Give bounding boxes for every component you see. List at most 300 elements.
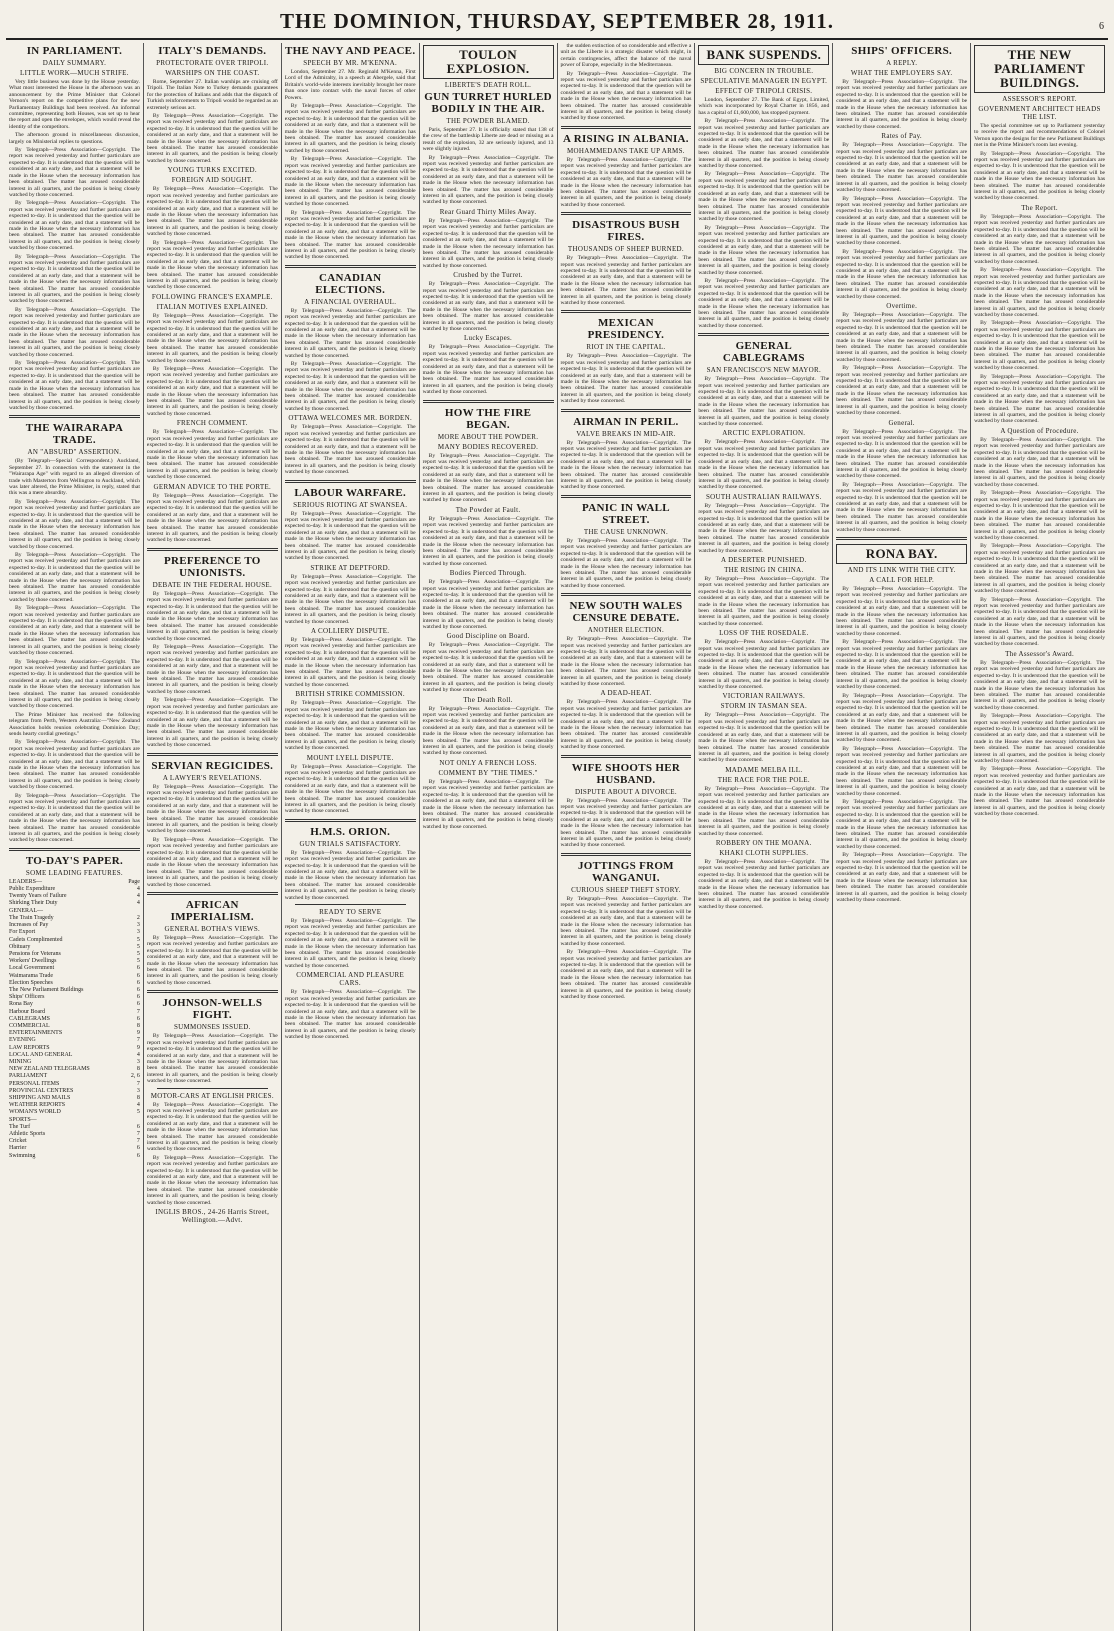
subhead: Lucky Escapes. <box>463 334 513 343</box>
contents-title: GENERAL— <box>9 907 43 914</box>
article-paragraph: By Telegraph—Press Association—Copyright. The report was received yesterday and further particulars are expected to-day. It is understood that the question will be considered at an early date, and that a statement will be made in the House when the necessary information has been obtained. The matter has aroused considerable interest in all quarters, and the position is being closely watched by those concerned. <box>9 200 140 252</box>
article-paragraph: By Telegraph—Press Association—Copyright. The report was received yesterday and further particulars are expected to-day. It is understood that the question will be considered at an early date, and that a statement will be made in the House when the necessary information has been obtained. The matter has aroused considerable interest in all quarters, and the position is being closely watched by those concerned. <box>284 156 416 208</box>
contents-page: 6 <box>136 1001 140 1008</box>
article-paragraph: By Telegraph—Press Association—Copyright. The report was received yesterday and further particulars are expected to-day. It is understood that the question will be considered at an early date, and that a statement will be made in the House when the necessary information has been obtained. The matter has aroused considerable interest in all quarters, and the position is being closely watched by those concerned. <box>974 373 1105 425</box>
contents-row <box>9 1073 140 1080</box>
article-paragraph: By Telegraph—Press Association—Copyright. The report was received yesterday and further particulars are expected to-day. It is understood that the question will be considered at an early date, and that a statement will be made in the House when the necessary information has been obtained. The matter has aroused considerable interest in all quarters, and the position is being closely watched by those concerned. <box>974 320 1105 372</box>
article-paragraph: By Telegraph—Press Association—Copyright. The report was received yesterday and further particulars are expected to-day. It is understood that the question will be considered at an early date, and that a statement will be made in the House when the necessary information has been obtained. The matter has aroused considerable interest in all quarters, and the position is being closely watched by those concerned. <box>836 195 968 247</box>
article-paragraph: By Telegraph—Press Association—Copyright. The report was received yesterday and further particulars are expected to-day. It is understood that the question will be considered at an early date, and that a statement will be made in the House when the necessary information has been obtained. The matter has aroused considerable interest in all quarters, and the position is being closely watched by those concerned. <box>560 699 692 751</box>
advertisement-text: By Telegraph—Press Association—Copyright. The report was received yesterday and further particulars are expected to-day. It is understood that the question will be considered at an early date, and that a statement will be made in the House when the necessary information has been obtained. The matter has aroused considerable interest in all quarters, and the position is being closely watched by those concerned. <box>284 989 416 1041</box>
article-paragraph: By Telegraph—Press Association—Copyright. The report was received yesterday and further particulars are expected to-day. It is understood that the question will be considered at an early date, and that a statement will be made in the House when the necessary information has been obtained. The matter has aroused considerable interest in all quarters, and the position is being closely watched by those concerned. <box>284 307 416 359</box>
subhead: The Report. <box>1021 203 1058 212</box>
contents-title: WEATHER REPORTS <box>9 1102 66 1109</box>
article-paragraph: By Telegraph—Press Association—Copyright. The report was received yesterday and further particulars are expected to-day. It is understood that the question will be considered at an early date, and that a statement will be made in the House when the necessary information has been obtained. The matter has aroused considerable interest in all quarters, and the position is being closely watched by those concerned. <box>836 365 968 417</box>
article-paragraph: By Telegraph—Press Association—Copyright. The report was received yesterday and further particulars are expected to-day. It is understood that the question will be considered at an early date, and that a statement will be made in the House when the necessary information has been obtained. The matter has aroused considerable interest in all quarters, and the position is being closely watched by those concerned. <box>560 255 692 306</box>
contents-title: For Export <box>9 929 36 936</box>
contents-title: Athletic Sports <box>9 1130 46 1137</box>
headline-african-imperialism: AFRICAN IMPERIALISM. <box>170 899 254 924</box>
article-paragraph: By Telegraph—Press Association—Copyright. The report was received yesterday and further particulars are expected to-day. It is understood that the question will be considered at an early date, and that a statement will be made in the House when the necessary information has been obtained. The matter has aroused considerable interest in all quarters, and the position is being closely watched by those concerned. <box>9 739 140 791</box>
subhead: A LAWYER'S REVELATIONS. <box>162 773 262 782</box>
subhead: ANOTHER ELECTION. <box>587 626 665 635</box>
divider <box>285 819 416 822</box>
subhead: PROTECTORATE OVER TRIPOLI. <box>156 59 269 67</box>
subhead: WARSHIPS ON THE COAST. <box>165 69 260 77</box>
article-paragraph: By Telegraph—Press Association—Copyright. The report was received yesterday and further particulars are expected to-day. It is understood that the question will be considered at an early date, and that a statement will be made in the House when the necessary information has been obtained. The matter has aroused considerable interest in all quarters, and the position is being closely watched by those concerned. <box>836 481 968 533</box>
article-paragraph: By Telegraph—Press Association—Copyright. The report was received yesterday and further particulars are expected to-day. It is understood that the question will be considered at an early date, and that a statement will be made in the House when the necessary information has been obtained. The matter has aroused considerable interest in all quarters, and the position is being closely watched by those concerned. <box>422 217 554 269</box>
contents-title: WOMAN'S WORLD <box>9 1109 61 1116</box>
subhead: A DESERTER PUNISHED. <box>721 555 807 564</box>
divider <box>285 265 416 268</box>
contents-row <box>9 908 140 915</box>
column-4 <box>420 43 558 1631</box>
headline-bush-fires: DISASTROUS BUSH FIRES. <box>572 219 680 244</box>
article-paragraph: By Telegraph—Press Association—Copyright. The report was received yesterday and further particulars are expected to-day. It is understood that the question will be considered at an early date, and that a statement will be made in the House when the necessary information has been obtained. The matter has aroused considerable interest in all quarters, and the position is being closely watched by those concerned. <box>974 766 1105 818</box>
contents-title: NEW ZEALAND TELEGRAMS <box>9 1066 90 1073</box>
divider <box>423 400 554 403</box>
article-paragraph: By Telegraph—Press Association—Copyright. The report was received yesterday and further particulars are expected to-day. It is understood that the question will be considered at an early date, and that a statement will be made in the House when the necessary information has been obtained. The matter has aroused considerable interest in all quarters, and the position is being closely watched by those concerned. <box>146 783 278 835</box>
article-paragraph: By Telegraph—Press Association—Copyright. The report was received yesterday and further particulars are expected to-day. It is understood that the question will be considered at an early date, and that a statement will be made in the House when the necessary information has been obtained. The matter has aroused considerable interest in all quarters, and the position is being closely watched by those concerned. <box>560 797 692 849</box>
headline-todays-paper: TO-DAY'S PAPER. <box>25 854 124 867</box>
contents-row <box>9 973 140 980</box>
contents-row <box>9 915 140 922</box>
contents-title: ENTERTAINMENTS <box>9 1030 63 1037</box>
contents-page: 8 <box>136 1094 140 1101</box>
divider <box>147 892 278 895</box>
subhead: MOHAMMEDANS TAKE UP ARMS. <box>567 146 685 155</box>
headline-labour-warfare: LABOUR WARFARE. <box>294 486 407 499</box>
article-paragraph: By Telegraph—Press Association—Copyright. The report was received yesterday and further particulars are expected to-day. It is understood that the question will be considered at an early date, and that a statement will be made in the House when the necessary information has been obtained. The matter has aroused considerable interest in all quarters, and the position is being closely watched by those concerned. <box>284 849 416 901</box>
contents-row <box>9 1081 140 1088</box>
contents-row <box>9 994 140 1001</box>
contents-title: Shirking Their Duty <box>9 900 58 907</box>
divider <box>561 409 692 412</box>
contents-page: 6 <box>136 965 140 972</box>
contents-title: COMMERCIAL <box>9 1022 50 1029</box>
subhead: SOUTH AUSTRALIAN RAILWAYS. <box>705 492 822 501</box>
article-paragraph: By Telegraph—Press Association—Copyright. The report was received yesterday and further particulars are expected to-day. It is understood that the question will be considered at an early date, and that a statement will be made in the House when the necessary information has been obtained. The matter has aroused considerable interest in all quarters, and the position is being closely watched by those concerned. <box>836 745 968 797</box>
contents-page: 2, 6 <box>130 1073 140 1080</box>
contents-page: 8 <box>136 1066 140 1073</box>
contents-row <box>9 1153 140 1160</box>
contents-row <box>9 1095 140 1102</box>
subhead: A DEAD-HEAT. <box>600 689 652 698</box>
contents-row <box>9 1001 140 1008</box>
headline-bank-suspends: BANK SUSPENDS. <box>698 45 829 65</box>
article-paragraph: By Telegraph—Press Association—Copyright. The report was received yesterday and further particulars are expected to-day. It is understood that the question will be considered at an early date, and that a statement will be made in the House when the necessary information has been obtained. The matter has aroused considerable interest in all quarters, and the position is being closely watched by those concerned. <box>422 281 554 332</box>
contents-row <box>9 879 140 886</box>
headline-mexican-presidency: MEXICAN PRESIDENCY. <box>587 317 665 342</box>
headline-gun-turret: GUN TURRET HURLED BODILY IN THE AIR. <box>424 91 552 115</box>
contents-row <box>9 1102 140 1109</box>
contents-page: 4 <box>136 1102 140 1109</box>
subhead: ASSESSOR'S REPORT. <box>1002 95 1077 103</box>
subhead: A FINANCIAL OVERHAUL. <box>304 297 397 306</box>
contents-title: Twenty Years of Failure <box>9 893 67 900</box>
subhead: SAN FRANCISCO'S NEW MAYOR. <box>706 366 822 375</box>
subhead: LOSS OF THE ROSEDALE. <box>719 629 809 638</box>
article-paragraph: By Telegraph—Press Association—Copyright. The report was received yesterday and further particulars are expected to-day. It is understood that the question will be considered at an early date, and that a statement will be made in the House when the necessary information has been obtained. The matter has aroused considerable interest in all quarters, and the position is being closely watched by those concerned. <box>9 306 140 358</box>
contents-title: EVENING <box>9 1037 36 1044</box>
article-paragraph: London, September 27. The Bank of Egypt, Limited, which was incorporated by Royal Charter in 1856, and has a capital of £1,600,000, has stopped payment. <box>698 97 830 116</box>
contents-row <box>9 1023 140 1030</box>
headline-italys-demands: ITALY'S DEMANDS. <box>158 45 267 57</box>
article-paragraph: By Telegraph—Press Association—Copyright. The report was received yesterday and further particulars are expected to-day. It is understood that the question will be considered at an early date, and that a statement will be made in the House when the necessary information has been obtained. The matter has aroused considerable interest in all quarters, and the position is being closely watched by those concerned. <box>836 639 968 691</box>
contents-page: 6 <box>136 1152 140 1159</box>
contents-title: PROVINCIAL CENTRES <box>9 1087 74 1094</box>
contents-page: 4 <box>136 900 140 907</box>
article-paragraph: The afternoon ground in miscellaneous discussion, largely on Ministerial replies to questions. <box>9 132 140 145</box>
contents-page: 4 <box>136 893 140 900</box>
article-paragraph: By Telegraph—Press Association—Copyright. The report was received yesterday and further particulars are expected to-day. It is understood that the question will be considered at an early date, and that a statement will be made in the House when the necessary information has been obtained. The matter has aroused considerable interest in all quarters, and the position is being closely watched by those concerned. <box>284 510 416 562</box>
contents-row <box>9 922 140 929</box>
contents-title: The Train Tragedy <box>9 914 54 921</box>
article-paragraph: By Telegraph—Press Association—Copyright. The report was received yesterday and further particulars are expected to-day. It is understood that the question will be considered at an early date, and that a statement will be made in the House when the necessary information has been obtained. The matter has aroused considerable interest in all quarters, and the position is being closely watched by those concerned. <box>9 253 140 305</box>
contents-page: 6 <box>136 1015 140 1022</box>
subhead: Bodies Pierced Through. <box>449 569 527 578</box>
headline-general-cablegrams: GENERAL CABLEGRAMS <box>722 340 805 365</box>
masthead <box>6 4 1108 40</box>
contents-row <box>9 1037 140 1044</box>
contents-row <box>9 958 140 965</box>
columns <box>6 43 1108 1631</box>
divider <box>9 415 140 418</box>
article-paragraph: By Telegraph—Press Association—Copyright. The report was received yesterday and further particulars are expected to-day. It is understood that the question will be considered at an early date, and that a statement will be made in the House when the necessary information has been obtained. The matter has aroused considerable interest in all quarters, and the position is being closely watched by those concerned. <box>146 366 278 417</box>
article-paragraph: Paris, September 27. It is officially stated that 138 of the crew of the battleship Liberte are dead or missing as a result of the explosion, 32 are seriously injured, and 13 were slightly injured. <box>422 127 554 153</box>
headline-rona-bay: RONA BAY. <box>836 544 967 564</box>
subhead: Rates of Pay. <box>881 132 922 141</box>
contents-title: Increases of Pay <box>9 922 49 929</box>
subhead: General. <box>888 418 915 427</box>
article-paragraph: By Telegraph—Press Association—Copyright. The report was received yesterday and further particulars are expected to-day. It is understood that the question will be considered at an early date, and that a statement will be made in the House when the necessary information has been obtained. The matter has aroused considerable interest in all quarters, and the position is being closely watched by those concerned. <box>146 836 278 888</box>
contents-page: 5 <box>136 943 140 950</box>
contents-page: 7 <box>136 1130 140 1137</box>
column-1 <box>6 43 144 1631</box>
contents-page: 5 <box>136 936 140 943</box>
article-paragraph: By Telegraph—Press Association—Copyright. The report was received yesterday and further particulars are expected to-day. It is understood that the question will be considered at an early date, and that a statement will be made in the House when the necessary information has been obtained. The matter has aroused considerable interest in all quarters, and the position is being closely watched by those concerned. <box>698 712 830 764</box>
article-paragraph: By Telegraph—Press Association—Copyright. The report was received yesterday and further particulars are expected to-day. It is understood that the question will be considered at an early date, and that a statement will be made in the House when the necessary information has been obtained. The matter has aroused considerable interest in all quarters, and the position is being closely watched by those concerned. <box>9 147 140 198</box>
subhead: COMMENT BY "THE TIMES." <box>438 768 538 777</box>
subhead: NOT ONLY A FRENCH LOSS. <box>439 758 537 767</box>
subhead: The Powder at Fault. <box>455 505 521 514</box>
masthead-title: THE DOMINION, THURSDAY, SEPTEMBER 28, 1911. <box>280 9 834 33</box>
contents-title: Waimarama Trade <box>9 972 54 979</box>
subhead: SERIOUS RIOTING AT SWANSEA. <box>293 500 408 509</box>
subhead: GOVERNMENT ARCHITECT HEADS THE LIST. <box>978 105 1101 121</box>
subhead: SPEECH BY MR. M'KENNA. <box>303 59 398 67</box>
divider <box>295 904 406 905</box>
contents-row <box>9 1124 140 1131</box>
contents-row <box>9 1052 140 1059</box>
headline-ships-officers: SHIPS' OFFICERS. <box>851 45 953 57</box>
article-paragraph: By Telegraph—Press Association—Copyright. The report was received yesterday and further particulars are expected to-day. It is understood that the question will be considered at an early date, and that a statement will be made in the House when the necessary information has been obtained. The matter has aroused considerable interest in all quarters, and the position is being closely watched by those concerned. <box>422 579 554 630</box>
subhead: THE POWDER BLAMED. <box>446 117 530 125</box>
contents-row <box>9 944 140 951</box>
advertisement-heading: COMMERCIAL AND PLEASURE CARS. <box>296 971 405 988</box>
subhead: Overtime. <box>886 302 918 310</box>
advertisement-heading: MOTOR-CARS AT ENGLISH PRICES. <box>150 1091 274 1100</box>
contents-title: Rona Bay <box>9 1001 33 1008</box>
subhead: VICTORIAN RAILWAYS. <box>722 692 806 701</box>
subhead: LITTLE WORK—MUCH STRIFE. <box>20 69 129 77</box>
contents-row <box>9 893 140 900</box>
subhead: Good Discipline on Board. <box>446 632 530 641</box>
article-paragraph: By Telegraph—Press Association—Copyright. The report was received yesterday and further particulars are expected to-day. It is understood that the question will be considered at an early date, and that a statement will be made in the House when the necessary information has been obtained. The matter has aroused considerable interest in all quarters, and the position is being closely watched by those concerned. <box>422 154 554 206</box>
contents-page: 6 <box>136 994 140 1001</box>
subhead: BRITISH STRIKE COMMISSION. <box>295 690 405 699</box>
contents-title: LOCAL AND GENERAL <box>9 1051 73 1058</box>
divider <box>561 593 692 596</box>
column-6 <box>695 43 833 1631</box>
contents-title: Pensions for Veterans <box>9 950 61 957</box>
contents-title: Cadets Complimented <box>9 936 63 943</box>
contents-page: 2 <box>136 914 140 921</box>
article-paragraph: By Telegraph—Press Association—Copyright. The report was received yesterday and further particulars are expected to-day. It is understood that the question will be considered at an early date, and that a statement will be made in the House when the necessary information has been obtained. The matter has aroused considerable interest in all quarters, and the position is being closely watched by those concerned. <box>422 642 554 694</box>
contents-title: Cricket <box>9 1138 27 1145</box>
article-paragraph: By Telegraph—Press Association—Copyright. The report was received yesterday and further particulars are expected to-day. It is understood that the question will be considered at an early date, and that a statement will be made in the House when the necessary information has been obtained. The matter has aroused considerable interest in all quarters, and the position is being closely watched by those concerned. <box>9 792 140 844</box>
contents-page: 3 <box>136 929 140 936</box>
headline-navy-peace: THE NAVY AND PEACE. <box>284 45 416 57</box>
headline-wife-shoots: WIFE SHOOTS HER HUSBAND. <box>571 761 681 786</box>
subhead: SUMMONSES ISSUED. <box>173 1023 251 1032</box>
article-paragraph: By Telegraph—Press Association—Copyright. The report was received yesterday and further particulars are expected to-day. It is understood that the question will be considered at an early date, and that a statement will be made in the House when the necessary information has been obtained. The matter has aroused considerable interest in all quarters, and the position is being closely watched by those concerned. <box>836 142 968 194</box>
subhead: ITALIAN MOTIVES EXPLAINED. <box>156 302 268 311</box>
contents-row <box>9 965 140 972</box>
contents-title: Public Expenditure <box>9 886 56 893</box>
article-paragraph: By Telegraph—Press Association—Copyright. The report was received yesterday and further particulars are expected to-day. It is understood that the question will be considered at an early date, and that a statement will be made in the House when the necessary information has been obtained. The matter has aroused considerable interest in all quarters, and the position is being closely watched by those concerned. <box>698 171 830 223</box>
subhead: ROBBERY ON THE MOANA. <box>715 838 812 847</box>
contents-page: 6 <box>136 979 140 986</box>
article-paragraph: By Telegraph—Press Association—Copyright. The report was received yesterday and further particulars are expected to-day. It is understood that the question will be considered at an early date, and that a statement will be made in the House when the necessary information has been obtained. The matter has aroused considerable interest in all quarters, and the position is being closely watched by those concerned. <box>146 590 278 642</box>
contents-row <box>9 900 140 907</box>
article-paragraph: By Telegraph—Press Association—Copyright. The report was received yesterday and further particulars are expected to-day. It is understood that the question will be considered at an early date, and that a statement will be made in the House when the necessary information has been obtained. The matter has aroused considerable interest in all quarters, and the position is being closely watched by those concerned. <box>560 156 692 208</box>
contents-row <box>9 937 140 944</box>
article-paragraph: The special committee set up to Parliament yesterday to receive the report and recommendations of Colonel Vernon upon the designs for the new Parliament Buildings met in the Prime Minister's room last evening. <box>974 123 1105 149</box>
advertisement-heading: READY TO SERVE <box>319 908 382 917</box>
contents-title: LEADERS— <box>9 878 42 885</box>
headline-wall-street: PANIC IN WALL STREET. <box>582 501 670 526</box>
advertisement-text: By Telegraph—Press Association—Copyright. The report was received yesterday and further particulars are expected to-day. It is understood that the question will be considered at an early date, and that a statement will be made in the House when the necessary information has been obtained. The matter has aroused considerable interest in all quarters, and the position is being closely watched by those concerned. <box>146 1101 278 1153</box>
contents-page: 7 <box>136 1037 140 1044</box>
subhead: MOUNT LYELL DISPUTE. <box>306 753 394 762</box>
headline-hms-orion: H.M.S. ORION. <box>310 825 391 838</box>
divider <box>147 548 278 551</box>
subhead: STRIKE AT DEPTFORD. <box>310 563 391 572</box>
contents-title: LAW REPORTS <box>9 1044 50 1051</box>
contents-title: Workers' Dwellings <box>9 958 57 965</box>
contents-title: SHIPPING AND MAILS <box>9 1094 71 1101</box>
contents-title: Local Government <box>9 965 55 972</box>
article-paragraph: By Telegraph—Press Association—Copyright. The report was received yesterday and further particulars are expected to-day. It is understood that the question will be considered at an early date, and that a statement will be made in the House when the necessary information has been obtained. The matter has aroused considerable interest in all quarters, and the position is being closely watched by those concerned. <box>284 763 416 815</box>
article-paragraph: By Telegraph—Press Association—Copyright. The report was received yesterday and further particulars are expected to-day. It is understood that the question will be considered at an early date, and that a statement will be made in the House when the necessary information has been obtained. The matter has aroused considerable interest in all quarters, and the position is being closely watched by those concerned. <box>698 639 830 691</box>
headline-parliament-buildings: THE NEW PARLIAMENT BUILDINGS. <box>974 45 1105 93</box>
contents-page: 3 <box>136 922 140 929</box>
article-paragraph: By Telegraph—Press Association—Copyright. The report was received yesterday and further particulars are expected to-day. It is understood that the question will be considered at an early date, and that a statement will be made in the House when the necessary information has been obtained. The matter has aroused considerable interest in all quarters, and the position is being closely watched by those concerned. <box>560 70 692 122</box>
advertisement-text: By Telegraph—Press Association—Copyright. The report was received yesterday and further particulars are expected to-day. It is understood that the question will be considered at an early date, and that a statement will be made in the House when the necessary information has been obtained. The matter has aroused considerable interest in all quarters, and the position is being closely watched by those concerned. <box>284 918 416 969</box>
subhead: GENERAL BOTHA'S VIEWS. <box>164 925 261 934</box>
subhead: EFFECT OF TRIPOLI CRISIS. <box>715 87 813 95</box>
divider <box>561 310 692 313</box>
divider <box>285 480 416 483</box>
subhead: MANY BODIES RECOVERED. <box>437 442 539 451</box>
article-paragraph: By Telegraph—Press Association—Copyright. The report was received yesterday and further particulars are expected to-day. It is understood that the question will be considered at an early date, and that a statement will be made in the House when the necessary information has been obtained. The matter has aroused considerable interest in all quarters, and the position is being closely watched by those concerned. <box>9 605 140 657</box>
article-paragraph: By Telegraph—Press Association—Copyright. The report was received yesterday and further particulars are expected to-day. It is understood that the question will be considered at an early date, and that a statement will be made in the House when the necessary information has been obtained. The matter has aroused considerable interest in all quarters, and the position is being closely watched by those concerned. <box>698 785 830 837</box>
contents-row <box>9 1045 140 1052</box>
article-paragraph: By Telegraph—Press Association—Copyright. The report was received yesterday and further particulars are expected to-day. It is understood that the question will be considered at an early date, and that a statement will be made in the House when the necessary information has been obtained. The matter has aroused considerable interest in all quarters, and the position is being closely watched by those concerned. <box>146 312 278 364</box>
headline-wanganui: JOTTINGS FROM WANGANUI. <box>577 859 674 884</box>
headline-servian-regicides: SERVIAN REGICIDES. <box>151 759 274 772</box>
subhead: AN "ABSURD" ASSERTION. <box>27 448 122 457</box>
article-paragraph: By Telegraph—Press Association—Copyright. The report was received yesterday and further particulars are expected to-day. It is understood that the question will be considered at an early date, and that a statement will be made in the House when the necessary information has been obtained. The matter has aroused considerable interest in all quarters, and the position is being closely watched by those concerned. <box>974 436 1105 488</box>
contents-title: Election Speeches <box>9 979 53 986</box>
article-paragraph: The Prime Minister has received the following telegram from Perth, Western Australia:—"New Zealand Association holds reunion celebrating Dominion Day; sends hearty cordial greetings." <box>9 711 140 737</box>
contents-row <box>9 1088 140 1095</box>
subhead: WHAT THE EMPLOYERS SAY. <box>850 69 953 77</box>
contents-page: 5 <box>136 950 140 957</box>
subhead: A REPLY. <box>886 59 918 67</box>
divider <box>561 212 692 215</box>
subhead: MADAME MELBA ILL. <box>725 765 803 774</box>
divider <box>9 848 140 851</box>
contents-title: Ships' Officers <box>9 994 45 1001</box>
subhead: OTTAWA WELCOMES MR. BORDEN. <box>288 414 413 423</box>
article-paragraph: By Telegraph—Press Association—Copyright. The report was received yesterday and further particulars are expected to-day. It is understood that the question will be considered at an early date, and that a statement will be made in the House when the necessary information has been obtained. The matter has aroused considerable interest in all quarters, and the position is being closely watched by those concerned. <box>836 692 968 744</box>
article-paragraph: By Telegraph—Press Association—Copyright. The report was received yesterday and further particulars are expected to-day. It is understood that the question will be considered at an early date, and that a statement will be made in the House when the necessary information has been obtained. The matter has aroused considerable interest in all quarters, and the position is being closely watched by those concerned. <box>560 439 692 491</box>
headline-albania: A RISING IN ALBANIA. <box>563 132 689 145</box>
contents-page: 7 <box>136 1080 140 1087</box>
article-paragraph: By Telegraph—Press Association—Copyright. The report was received yesterday and further particulars are expected to-day. It is understood that the question will be considered at an early date, and that a statement will be made in the House when the necessary information has been obtained. The matter has aroused considerable interest in all quarters, and the position is being closely watched by those concerned. <box>560 895 692 947</box>
contents-row <box>9 1066 140 1073</box>
contents-page: 4 <box>136 1051 140 1058</box>
article-paragraph: By Telegraph—Press Association—Copyright. The report was received yesterday and further particulars are expected to-day. It is understood that the question will be considered at an early date, and that a statement will be made in the House when the necessary information has been obtained. The matter has aroused considerable interest in all quarters, and the position is being closely watched by those concerned. <box>974 543 1105 595</box>
contents-page: 5 <box>136 958 140 965</box>
article-paragraph: By Telegraph—Press Association—Copyright. The report was received yesterday and further particulars are expected to-day. It is understood that the question will be considered at an early date, and that a statement will be made in the House when the necessary information has been obtained. The matter has aroused considerable interest in all quarters, and the position is being closely watched by those concerned. <box>9 498 140 550</box>
headline-nsw-censure: NEW SOUTH WALES CENSURE DEBATE. <box>569 600 683 625</box>
subhead: A Question of Procedure. <box>1000 426 1079 435</box>
article-paragraph: By Telegraph—Press Association—Copyright. The report was received yesterday and further particulars are expected to-day. It is understood that the question will be considered at an early date, and that a statement will be made in the House when the necessary information has been obtained. The matter has aroused considerable interest in all quarters, and the position is being closely watched by those concerned. <box>698 376 830 428</box>
contents-page: 6 <box>136 1145 140 1152</box>
divider <box>698 333 829 336</box>
contents-row <box>9 951 140 958</box>
subhead: FOLLOWING FRANCE'S EXAMPLE. <box>151 292 273 301</box>
advertisement-text: By Telegraph—Press Association—Copyright. The report was received yesterday and further particulars are expected to-day. It is understood that the question will be considered at an early date, and that a statement will be made in the House when the necessary information has been obtained. The matter has aroused considerable interest in all quarters, and the position is being closely watched by those concerned. <box>146 1154 278 1206</box>
article-paragraph: By Telegraph—Press Association—Copyright. The report was received yesterday and further particulars are expected to-day. It is understood that the question will be considered at an early date, and that a statement will be made in the House when the necessary information has been obtained. The matter has aroused considerable interest in all quarters, and the position is being closely watched by those concerned. <box>146 935 278 986</box>
contents-page: 7 <box>136 1008 140 1015</box>
article-paragraph: By Telegraph—Press Association—Copyright. The report was received yesterday and further particulars are expected to-day. It is understood that the question will be considered at an early date, and that a statement will be made in the House when the necessary information has been obtained. The matter has aroused considerable interest in all quarters, and the position is being closely watched by those concerned. <box>146 239 278 291</box>
article-paragraph: By Telegraph—Press Association—Copyright. The report was received yesterday and further particulars are expected to-day. It is understood that the question will be considered at an early date, and that a statement will be made in the House when the necessary information has been obtained. The matter has aroused considerable interest in all quarters, and the position is being closely watched by those concerned. <box>284 637 416 688</box>
article-paragraph: By Telegraph—Press Association—Copyright. The report was received yesterday and further particulars are expected to-day. It is understood that the question will be considered at an early date, and that a statement will be made in the House when the necessary information has been obtained. The matter has aroused considerable interest in all quarters, and the position is being closely watched by those concerned. <box>9 552 140 603</box>
article-paragraph: By Telegraph—Press Association—Copyright. The report was received yesterday and further particulars are expected to-day. It is understood that the question will be considered at an early date, and that a statement will be made in the House when the necessary information has been obtained. The matter has aroused considerable interest in all quarters, and the position is being closely watched by those concerned. <box>974 150 1105 202</box>
headline-in-parliament: IN PARLIAMENT. <box>26 45 123 57</box>
contents-page: 7 <box>136 1138 140 1145</box>
article-paragraph: By Telegraph—Press Association—Copyright. The report was received yesterday and further particulars are expected to-day. It is understood that the question will be considered at an early date, and that a statement will be made in the House when the necessary information has been obtained. The matter has aroused considerable interest in all quarters, and the position is being closely watched by those concerned. <box>146 186 278 238</box>
contents-title: Obituary <box>9 943 31 950</box>
article-paragraph: By Telegraph—Press Association—Copyright. The report was received yesterday and further particulars are expected to-day. It is understood that the question will be considered at an early date, and that a statement will be made in the House when the necessary information has been obtained. The matter has aroused considerable interest in all quarters, and the position is being closely watched by those concerned. <box>146 492 278 544</box>
divider <box>561 755 692 758</box>
article-paragraph: By Telegraph—Press Association—Copyright. The report was received yesterday and further particulars are expected to-day. It is understood that the question will be considered at an early date, and that a statement will be made in the House when the necessary information has been obtained. The matter has aroused considerable interest in all quarters, and the position is being closely watched by those concerned. <box>698 277 830 329</box>
article-paragraph: By Telegraph—Press Association—Copyright. The report was received yesterday and further particulars are expected to-day. It is understood that the question will be considered at an early date, and that a statement will be made in the House when the necessary information has been obtained. The matter has aroused considerable interest in all quarters, and the position is being closely watched by those concerned. <box>560 353 692 405</box>
subhead: DISPUTE ABOUT A DIVORCE. <box>574 787 677 796</box>
article-paragraph: By Telegraph—Press Association—Copyright. The report was received yesterday and further particulars are expected to-day. It is understood that the question will be considered at an early date, and that a statement will be made in the House when the necessary information has been obtained. The matter has aroused considerable interest in all quarters, and the position is being closely watched by those concerned. <box>146 697 278 749</box>
article-paragraph: By Telegraph—Press Association—Copyright. The report was received yesterday and further particulars are expected to-day. It is understood that the question will be considered at an early date, and that a statement will be made in the House when the necessary information has been obtained. The matter has aroused considerable interest in all quarters, and the position is being closely watched by those concerned. <box>146 113 278 164</box>
subhead: KHAKI CLOTH SUPPLIES. <box>719 848 809 857</box>
subhead: Crushed by the Turret. <box>453 271 523 280</box>
article-paragraph: By Telegraph—Press Association—Copyright. The report was received yesterday and further particulars are expected to-day. It is understood that the question will be considered at an early date, and that a statement will be made in the House when the necessary information has been obtained. The matter has aroused considerable interest in all quarters, and the position is being closely watched by those concerned. <box>422 452 554 504</box>
subhead: THE RISING IN CHINA. <box>724 565 804 574</box>
headline-wairarapa-trade: THE WAIRARAPA TRADE. <box>25 422 124 447</box>
headline-airman: AIRMAN IN PERIL. <box>573 415 679 428</box>
article-paragraph: By Telegraph—Press Association—Copyright. The report was received yesterday and further particulars are expected to-day. It is understood that the question will be considered at an early date, and that a statement will be made in the House when the necessary information has been obtained. The matter has aroused considerable interest in all quarters, and the position is being closely watched by those concerned. <box>9 658 140 710</box>
column-7 <box>833 43 971 1631</box>
contents-row <box>9 1016 140 1023</box>
contents-list <box>9 879 140 1160</box>
divider <box>147 990 278 993</box>
divider <box>147 753 278 756</box>
contents-row <box>9 980 140 987</box>
subhead: THE RACE FOR THE POLE. <box>717 775 810 784</box>
article-paragraph: By Telegraph—Press Association—Copyright. The report was received yesterday and further particulars are expected to-day. It is understood that the question will be considered at an early date, and that a statement will be made in the House when the necessary information has been obtained. The matter has aroused considerable interest in all quarters, and the position is being closely watched by those concerned. <box>284 700 416 752</box>
article-paragraph: By Telegraph—Press Association—Copyright. The report was received yesterday and further particulars are expected to-day. It is understood that the question will be considered at an early date, and that a statement will be made in the House when the necessary information has been obtained. The matter has aroused considerable interest in all quarters, and the position is being closely watched by those concerned. <box>422 705 554 757</box>
subhead: ARCTIC EXPLORATION. <box>722 429 806 438</box>
article-paragraph: By Telegraph—Press Association—Copyright. The report was received yesterday and further particulars are expected to-day. It is understood that the question will be considered at an early date, and that a statement will be made in the House when the necessary information has been obtained. The matter has aroused considerable interest in all quarters, and the position is being closely watched by those concerned. <box>836 852 968 904</box>
article-paragraph: By Telegraph—Press Association—Copyright. The report was received yesterday and further particulars are expected to-day. It is understood that the question will be considered at an early date, and that a statement will be made in the House when the necessary information has been obtained. The matter has aroused considerable interest in all quarters, and the position is being closely watched by those concerned. <box>836 799 968 850</box>
contents-page: 6 <box>136 986 140 993</box>
divider <box>561 126 692 129</box>
contents-title: The New Parliament Buildings <box>9 986 84 993</box>
contents-page: 6 <box>136 1123 140 1130</box>
contents-page: 3 <box>136 1058 140 1065</box>
article-paragraph: By Telegraph—Press Association—Copyright. The report was received yesterday and further particulars are expected to-day. It is understood that the question will be considered at an early date, and that a statement will be made in the House when the necessary information has been obtained. The matter has aroused considerable interest in all quarters, and the position is being closely watched by those concerned. <box>284 209 416 261</box>
article-paragraph: By Telegraph—Press Association—Copyright. The report was received yesterday and further particulars are expected to-day. It is understood that the question will be considered at an early date, and that a statement will be made in the House when the necessary information has been obtained. The matter has aroused considerable interest in all quarters, and the position is being closely watched by those concerned. <box>698 118 830 170</box>
contents-page: 9 <box>136 1044 140 1051</box>
subhead: CURIOUS SHEEP THEFT STORY. <box>571 885 681 894</box>
column-3 <box>282 43 420 1631</box>
subhead: The Assessor's Award. <box>1005 649 1075 658</box>
subhead: BIG CONCERN IN TROUBLE. <box>714 67 814 75</box>
article-paragraph: London, September 27. Mr. Reginald M'Kenna, First Lord of the Admiralty, in a speech at Abergele, said that Britain's world-wide interests inevitably brought her more than once into contact with the naval forces of other Powers. <box>284 69 416 101</box>
article-paragraph: By Telegraph—Press Association—Copyright. The report was received yesterday and further particulars are expected to-day. It is understood that the question will be considered at an early date, and that a statement will be made in the House when the necessary information has been obtained. The matter has aroused considerable interest in all quarters, and the position is being closely watched by those concerned. <box>284 573 416 625</box>
contents-page: 6 <box>136 972 140 979</box>
contents-page: 8 <box>136 1022 140 1029</box>
contents-page: Page <box>128 878 140 885</box>
article-paragraph: By Telegraph—Press Association—Copyright. The report was received yesterday and further particulars are expected to-day. It is understood that the question will be considered at an early date, and that a statement will be made in the House when the necessary information has been obtained. The matter has aroused considerable interest in all quarters, and the position is being closely watched by those concerned. <box>698 858 830 910</box>
article-paragraph: By Telegraph—Press Association—Copyright. The report was received yesterday and further particulars are expected to-day. It is understood that the question will be considered at an early date, and that a statement will be made in the House when the necessary information has been obtained. The matter has aroused considerable interest in all quarters, and the position is being closely watched by those concerned. <box>974 490 1105 541</box>
column-2 <box>144 43 282 1631</box>
article-paragraph: By Telegraph—Press Association—Copyright. The report was received yesterday and further particulars are expected to-day. It is understood that the question will be considered at an early date, and that a statement will be made in the House when the necessary information has been obtained. The matter has aroused considerable interest in all quarters, and the position is being closely watched by those concerned. <box>836 428 968 480</box>
contents-title: Harrier <box>9 1145 27 1152</box>
article-paragraph: Rome, September 27. Italian warships are cruising off Tripoli. The Italian Note to Turkey demands guarantees for the protection of Italians and adds that the dispatch of Turkish reinforcements to Tripoli would be regarded as an extremely serious act. <box>146 79 278 111</box>
subhead: VALVE BREAKS IN MID-AIR. <box>576 429 676 438</box>
subhead: DEBATE IN THE FEDERAL HOUSE. <box>152 580 273 589</box>
contents-row <box>9 929 140 936</box>
headline-toulon-explosion: TOULON EXPLOSION. <box>423 45 554 79</box>
article-paragraph: the sudden extinction of so considerable and effective a unit as the Liberte is a strategic disaster which might, in certain contingencies, affect the balance of the naval power of Europe, especially in the Mediterranean. <box>560 43 692 69</box>
article-paragraph: By Telegraph—Press Association—Copyright. The report was received yesterday and further particulars are expected to-day. It is understood that the question will be considered at an early date, and that a statement will be made in the House when the necessary information has been obtained. The matter has aroused considerable interest in all quarters, and the position is being closely watched by those concerned. <box>698 439 830 491</box>
contents-page: 5 <box>136 1109 140 1116</box>
advertisement-signature: INGLIS BROS., 24-26 Harris Street, Wellington.—Advt. <box>155 1208 270 1225</box>
subhead: RIOT IN THE CAPITAL. <box>586 343 666 352</box>
article-paragraph: By Telegraph—Press Association—Copyright. The report was received yesterday and further particulars are expected to-day. It is understood that the question will be considered at an early date, and that a statement will be made in the House when the necessary information has been obtained. The matter has aroused considerable interest in all quarters, and the position is being closely watched by those concerned. <box>146 429 278 481</box>
subhead: DAILY SUMMARY. <box>42 59 107 67</box>
article-paragraph: By Telegraph—Press Association—Copyright. The report was received yesterday and further particulars are expected to-day. It is understood that the question will be considered at an early date, and that a statement will be made in the House when the necessary information has been obtained. The matter has aroused considerable interest in all quarters, and the position is being closely watched by those concerned. <box>836 312 968 363</box>
article-paragraph: By Telegraph—Press Association—Copyright. The report was received yesterday and further particulars are expected to-day. It is understood that the question will be considered at an early date, and that a statement will be made in the House when the necessary information has been obtained. The matter has aroused considerable interest in all quarters, and the position is being closely watched by those concerned. <box>974 596 1105 648</box>
contents-row <box>9 1030 140 1037</box>
article-paragraph: By Telegraph—Press Association—Copyright. The report was received yesterday and further particulars are expected to-day. It is understood that the question will be considered at an early date, and that a statement will be made in the House when the necessary information has been obtained. The matter has aroused considerable interest in all quarters, and the position is being closely watched by those concerned. <box>836 586 968 637</box>
article-paragraph: By Telegraph—Press Association—Copyright. The report was received yesterday and further particulars are expected to-day. It is understood that the question will be considered at an early date, and that a statement will be made in the House when the necessary information has been obtained. The matter has aroused considerable interest in all quarters, and the position is being closely watched by those concerned. <box>974 267 1105 318</box>
headline-johnson-wells: JOHNSON-WELLS FIGHT. <box>162 997 263 1022</box>
contents-title: CABLEGRAMS <box>9 1015 51 1022</box>
contents-title: PARLIAMENT <box>9 1073 48 1080</box>
subhead: AND ITS LINK WITH THE CITY. <box>847 566 956 574</box>
